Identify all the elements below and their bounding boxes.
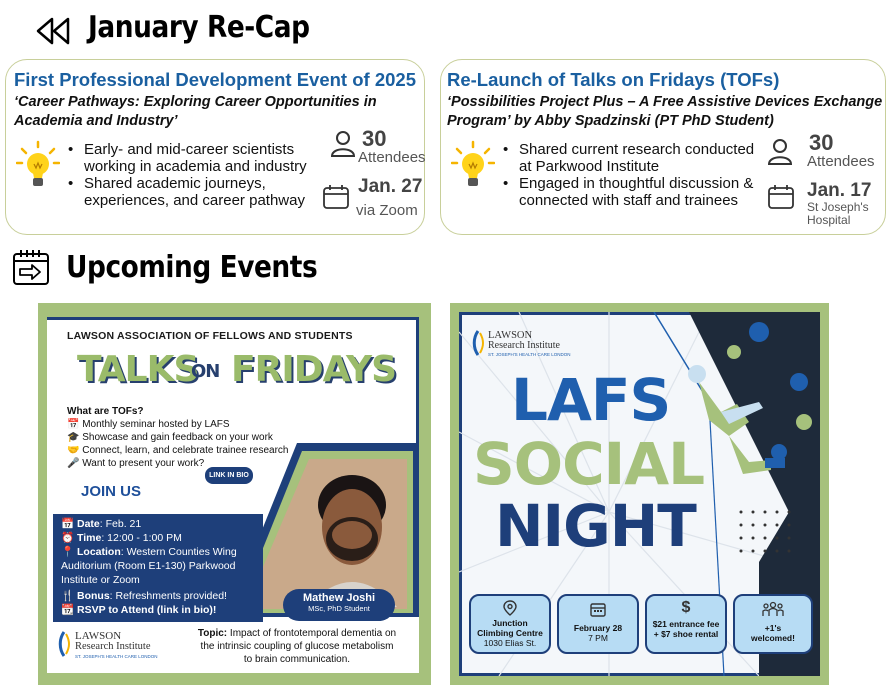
event-location: via Zoom <box>356 202 418 219</box>
shoe-rental: + $7 shoe rental <box>653 629 719 639</box>
lawson-logo <box>471 330 581 362</box>
event-date: Jan. 27 <box>358 176 423 197</box>
card-bullets <box>497 141 767 209</box>
lawson-logo-icon <box>471 330 485 356</box>
poster-inner <box>47 317 419 673</box>
date-box <box>557 594 639 654</box>
welcomed: welcomed! <box>751 633 795 643</box>
entrance-fee: $21 entrance fee <box>652 619 720 629</box>
card-subtitle-line1: ‘Career Pathways: Exploring Career Opportunities in <box>14 94 377 110</box>
bullet-item <box>62 175 322 209</box>
speaker-name: Mathew Joshi <box>302 592 376 604</box>
lawson-line3: ST. JOSEPH'S HEALTH CARE LONDON <box>75 654 158 659</box>
event-location-line1: St Joseph's <box>807 200 869 214</box>
card-subtitle-line2: Academia and Industry’ <box>14 113 178 129</box>
bullet-line: Early- and mid-career scientists <box>84 141 295 158</box>
tofs-poster <box>38 303 431 685</box>
lawson-logo <box>57 629 187 665</box>
bonus-line: 🍴 Bonus: Refreshments provided! <box>61 590 227 602</box>
dollar-icon: $ <box>681 599 691 616</box>
time-value: : 12:00 - 1:00 PM <box>101 532 182 544</box>
tofs-item: 🎓 Showcase and gain feedback on your work <box>67 432 273 443</box>
event-date: Jan. 17 <box>807 180 872 201</box>
topic-label: Topic: <box>197 628 228 639</box>
lawson-line3: ST. JOSEPH'S HEALTH CARE LONDON <box>488 352 571 357</box>
bullet-line: experiences, and career pathway <box>84 192 305 209</box>
card-subtitle-line1: ‘Possibilities Project Plus – A Free Assistive Devices Exchange <box>447 94 883 110</box>
location-line: 📍 Location: Western Counties Wing <box>61 546 237 558</box>
calendar-arrow-icon <box>12 249 52 287</box>
location-line3: Institute or Zoom <box>61 574 140 586</box>
bonus-value: : Refreshments provided! <box>109 590 227 602</box>
fridays-word: FRIDAYS <box>231 349 397 390</box>
venue-address: 1030 Elias St. <box>483 638 537 648</box>
bullet-line: Shared current research conducted <box>519 141 755 158</box>
venue-name2: Climbing Centre <box>477 628 543 638</box>
plus-ones: +1's <box>764 623 782 633</box>
bullet-line: Shared academic journeys, <box>84 175 266 192</box>
poster-inner <box>459 312 820 676</box>
card-bullets <box>62 141 322 209</box>
lawson-line1: LAWSON <box>488 330 533 341</box>
bullet-item <box>62 141 322 175</box>
attendees-count: 30 <box>362 126 387 151</box>
attendees-count: 30 <box>809 130 834 155</box>
time-line: ⏰ Time: 12:00 - 1:00 PM <box>61 532 182 544</box>
card-title: First Professional Development Event of 2025 <box>14 69 416 90</box>
speaker-photo <box>297 457 402 607</box>
rsvp-line: 📆 RSVP to Attend (link in bio)! <box>61 604 217 616</box>
attendees-label: Attendees <box>358 149 426 166</box>
recap-card-2 <box>440 59 886 235</box>
event-date: February 28 <box>573 623 623 633</box>
topic-line2: the intrinsic coupling of glucose metabolism <box>200 641 394 652</box>
rsvp-text: RSVP to Attend (link in bio)! <box>77 604 217 616</box>
group-icon <box>762 601 784 617</box>
location-value: : Western Counties Wing <box>120 546 237 558</box>
lightbulb-icon <box>451 140 495 192</box>
lawson-line2: Research Institute <box>75 641 151 652</box>
calendar-icon <box>767 184 795 210</box>
tofs-question: What are TOFs? <box>67 406 144 417</box>
social-night-poster <box>450 303 829 685</box>
speaker-name-pill <box>283 589 395 621</box>
social-word: SOCIAL <box>473 430 705 498</box>
recap-card-1 <box>5 59 425 235</box>
talks-word: TALKS <box>77 349 199 390</box>
card-subtitle-line2: Program’ by Abby Spadzinski (PT PhD Student) <box>447 113 774 129</box>
bullet-line: at Parkwood Institute <box>519 158 660 175</box>
card-title: Re-Launch of Talks on Fridays (TOFs) <box>447 69 780 90</box>
location-label: Location <box>77 546 121 558</box>
recap-heading: January Re-Cap <box>88 10 310 45</box>
bonus-label: Bonus <box>77 590 110 602</box>
location-pin-icon <box>503 600 517 616</box>
rewind-icon <box>34 16 74 46</box>
tofs-item: 📅 Monthly seminar hosted by LAFS <box>67 419 230 430</box>
on-word: ON <box>191 361 220 382</box>
bullet-line: working in academia and industry <box>84 158 307 175</box>
topic <box>179 627 415 666</box>
event-location-line2: Hospital <box>807 213 851 227</box>
lawson-line1: LAWSON <box>75 630 122 642</box>
org-name: LAWSON ASSOCIATION OF FELLOWS AND STUDENTS <box>67 330 353 342</box>
venue-box <box>469 594 551 654</box>
date-value: : Feb. 21 <box>99 518 142 530</box>
night-word: NIGHT <box>495 492 696 560</box>
lawson-line2: Research Institute <box>488 340 560 351</box>
tofs-item: 🤝 Connect, learn, and celebrate trainee research <box>67 445 289 456</box>
location-line2: Auditorium (Room E1-130) Parkwood <box>61 560 236 572</box>
event-time: 7 PM <box>588 633 608 643</box>
price-box <box>645 594 727 654</box>
date-line: 📅 Date: Feb. 21 <box>61 518 142 530</box>
recap-heading-icon <box>34 16 74 46</box>
date-label: Date <box>77 518 100 530</box>
speaker-degree: MSc, PhD Student <box>308 604 370 613</box>
upcoming-heading: Upcoming Events <box>66 250 318 285</box>
bullet-line: Engaged in thoughtful discussion & <box>519 175 754 192</box>
attendees-label: Attendees <box>807 153 875 170</box>
person-icon <box>767 138 793 166</box>
time-label: Time <box>77 532 102 544</box>
bullet-item <box>497 175 767 209</box>
guests-box <box>733 594 813 654</box>
person-icon <box>330 130 356 158</box>
bullet-item <box>497 141 767 175</box>
topic-line3: to brain communication. <box>243 654 351 665</box>
lafs-word: LAFS <box>511 366 671 434</box>
topic-line1: Impact of frontotemporal dementia on <box>227 628 397 639</box>
join-us: JOIN US <box>81 483 142 500</box>
calendar-icon <box>590 601 606 617</box>
lightbulb-icon <box>16 140 60 192</box>
bullet-line: connected with staff and trainees <box>519 192 739 209</box>
venue-name: Junction <box>492 618 528 628</box>
tofs-item: 🎤 Want to present your work? <box>67 458 205 469</box>
lawson-logo-icon <box>57 631 71 657</box>
link-in-bio-button[interactable]: LINK IN BIO <box>205 467 253 484</box>
calendar-icon <box>322 184 350 210</box>
